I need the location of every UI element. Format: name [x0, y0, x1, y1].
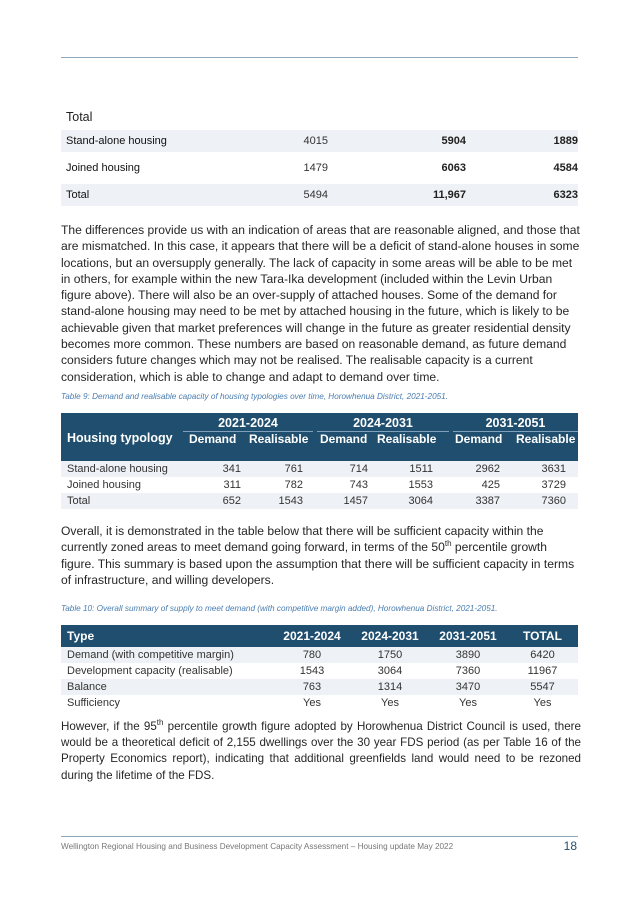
row-label: Sufficiency — [67, 697, 120, 709]
cell: 1553 — [408, 479, 433, 491]
row-label: Stand-alone housing — [66, 135, 167, 147]
cell: 3387 — [475, 495, 500, 507]
table10-header — [61, 625, 578, 647]
sub-header-realisable: Realisable — [516, 432, 576, 446]
cell: Yes — [303, 697, 321, 709]
table9-header — [61, 413, 578, 461]
table-row — [61, 647, 578, 663]
cell: 341 — [222, 463, 241, 475]
paragraph-text: However, if the 95 — [61, 720, 157, 733]
table-row — [61, 130, 578, 152]
table-row — [61, 679, 578, 695]
row-label: Joined housing — [66, 162, 141, 174]
group-header: 2024-2031 — [317, 416, 449, 432]
table-row — [61, 184, 578, 206]
cell: 6323 — [553, 189, 578, 201]
cell: 1457 — [343, 495, 368, 507]
cell: 11,967 — [432, 189, 466, 201]
cell: 425 — [481, 479, 500, 491]
cell: 5547 — [530, 681, 555, 693]
table-row — [61, 695, 578, 711]
row-label: Development capacity (realisable) — [67, 665, 233, 677]
column-header: Type — [67, 629, 95, 643]
cell: 2962 — [475, 463, 500, 475]
sub-header-realisable: Realisable — [249, 432, 309, 446]
table9 — [61, 413, 578, 509]
cell: 714 — [349, 463, 368, 475]
footer-divider — [61, 836, 578, 837]
table-row — [61, 461, 578, 477]
row-label: Demand (with competitive margin) — [67, 649, 234, 661]
table10-caption: Table 10: Overall summary of supply to meet demand (with competitive margin added), Horowhenua District, 2021-2051. — [61, 604, 498, 613]
header-divider — [61, 57, 578, 58]
cell: Yes — [533, 697, 552, 709]
cell: 4015 — [303, 135, 328, 147]
cell: 5494 — [303, 189, 328, 201]
cell: 3631 — [541, 463, 566, 475]
group-header: 2021-2024 — [183, 416, 313, 432]
sub-header-demand: Demand — [455, 432, 503, 446]
column-header: TOTAL — [523, 629, 562, 643]
cell: 3729 — [541, 479, 566, 491]
cell: 1750 — [377, 649, 403, 661]
total-table-title: Total — [66, 110, 93, 124]
table-row — [61, 477, 578, 493]
cell: 4584 — [553, 162, 578, 174]
cell: 1511 — [409, 463, 433, 475]
column-header: 2024-2031 — [361, 629, 419, 643]
column-header: 2031-2051 — [439, 629, 497, 643]
column-header: 2021-2024 — [283, 629, 341, 643]
paragraph-text: percentile growth figure adopted by Horowhenua District Council is used, there would be a theoretical deficit of 2,155 dwellings over the 30 year FDS period (as per Table 16 of the Property Economics report), indicating that additional greenfields land would need to be rezoned during the lifetime of the FDS. — [61, 720, 581, 782]
paragraph-text: Overall, it is demonstrated in the table below that there will be sufficient capacity within the currently zoned areas to meet demand going forward, in terms of the 50 — [61, 524, 544, 555]
cell: 780 — [302, 649, 322, 661]
superscript: th — [156, 718, 164, 728]
row-label: Total — [66, 189, 90, 201]
sub-header-realisable: Realisable — [377, 432, 437, 446]
cell: 3890 — [455, 649, 481, 661]
page-number: 18 — [563, 839, 577, 853]
body-paragraph-2 — [61, 523, 581, 588]
table-row — [61, 157, 578, 179]
cell: Yes — [381, 697, 399, 709]
cell: 3064 — [408, 495, 433, 507]
cell: 1889 — [553, 135, 578, 147]
cell: 3064 — [377, 665, 403, 677]
sub-header-demand: Demand — [320, 432, 368, 446]
cell: 7360 — [455, 665, 481, 677]
cell: 6063 — [441, 162, 466, 174]
cell: 6420 — [530, 649, 555, 661]
cell: 761 — [284, 463, 303, 475]
cell: 5904 — [441, 135, 466, 147]
cell: 3470 — [455, 681, 481, 693]
cell: 763 — [302, 681, 322, 693]
body-paragraph-1: The differences provide us with an indication of areas that are reasonable aligned, and those that are mismatched. In this case, it appears that there will be a deficit of stand-alone houses in some locations, but an oversupply generally. The lack of capacity in some areas will be able to be met in others, for example within the new Tara-Ika development (included within the Levin Urban figure above). There will also be an over-supply of attached houses. Some of the demand for stand-alone housing may need to be met by attached housing in the future, which is likely to be achievable given that market preferences will change in the future as greater residential density becomes more common. These numbers are based on reasonable demand, as future demand considers future changes which may not be realised. The realisable capacity is a current consideration, which is able to change and adapt to demand over time. — [61, 223, 580, 384]
cell: 743 — [349, 479, 368, 491]
table-row — [61, 493, 578, 509]
table-row — [61, 663, 578, 679]
total-table — [61, 130, 578, 211]
table9-caption: Table 9: Demand and realisable capacity of housing typologies over time, Horowhenua District, 2021-2051. — [61, 392, 449, 401]
cell: 1543 — [299, 665, 325, 677]
table10 — [61, 625, 578, 711]
cell: 11967 — [527, 665, 558, 677]
cell: 652 — [222, 495, 241, 507]
superscript: th — [444, 539, 452, 549]
row-label: Joined housing — [67, 479, 142, 491]
cell: 1543 — [278, 495, 303, 507]
sub-header-demand: Demand — [189, 432, 237, 446]
row-label: Total — [67, 495, 91, 507]
cell: 1314 — [377, 681, 403, 693]
body-paragraph-3 — [61, 719, 581, 784]
cell: 7360 — [541, 495, 566, 507]
footer-title: Wellington Regional Housing and Business Development Capacity Assessment – Housing update May 2022 — [61, 842, 454, 851]
cell: Yes — [459, 697, 477, 709]
group-header: 2031-2051 — [453, 416, 578, 432]
typology-header: Housing typology — [67, 431, 173, 445]
cell: 1479 — [303, 162, 328, 174]
row-label: Balance — [67, 681, 107, 693]
cell: 782 — [284, 479, 303, 491]
row-label: Stand-alone housing — [67, 463, 168, 475]
cell: 311 — [223, 479, 241, 491]
paragraph-text: percentile growth figure. This summary is based upon the assumption that there will be sufficient capacity in terms of infrastructure, and willing developers. — [61, 540, 575, 587]
